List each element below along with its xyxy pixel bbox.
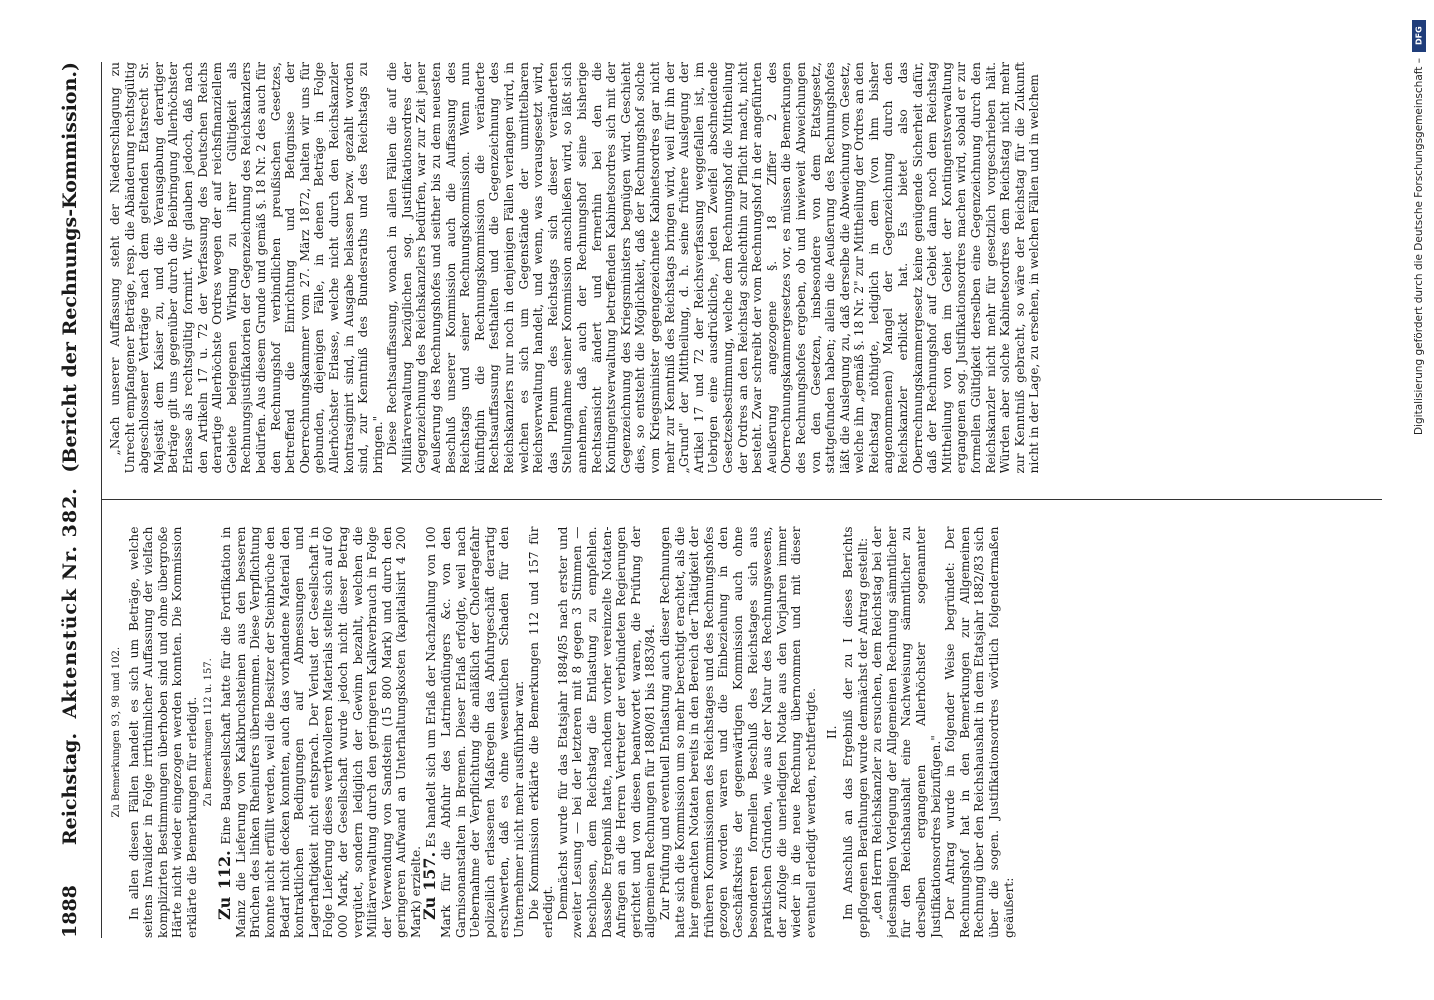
paragraph: Zur Prüfung und eventuell Entlastung auch dieser Rechnungen hatte sich die Kommission um so mehr berechtigt erachtet, als die hier gemachten Notaten bereits in den Bereich der Thätigkeit der früheren Kommissionen des Reichstages und des Rechnungshofes gezogen worden waren und die Einbeziehung in den Geschäftskreis der gegenwärtigen Kommission auch ohne besonderen formellen Beschluß des Reichstages sich aus praktischen Gründen, wie aus der Natur des Rechnungswesens, der zufolge die unerledigten Notate aus den Vorjahren immer wieder in die neue Rechnung übernommen und mit dieser eventuell erledigt werden, rechtfertigte. bbox=[657, 526, 818, 938]
quoted-motion: „den Herrn Reichskanzler zu ersuchen, dem Reichstag bei der jedesmaligen Vorlegung der Allgemeinen Rechnung sämmtlicher für den Reichshaushalt eine Nachweisung sämmtlicher zu derselben ergangenen Allerhöchster sogenannter Justifikationsordres beizufügen." bbox=[870, 526, 943, 938]
page-header bbox=[59, 62, 93, 938]
paragraph: Der Antrag wurde in folgender Weise begründet: Der Rechnungshof hat in den Bemerkungen zur Allgemeinen Rechnung über den Reichshaushalt in dem Etatsjahr 1882/83 sich über die sogen. Justifikationsordres wörtlich folgendermaßen geäußert: bbox=[943, 526, 1016, 938]
remark-note: Zu Bemerkungen 93, 98 und 102. bbox=[111, 646, 122, 818]
quoted-paragraph: „Nach unserer Auffassung steht der Niederschlagung zu Unrecht empfangener Beträge, resp. die Abänderung rechtsgültig abgeschlossener Verträge nach dem geltenden Etatsrecht Sr. Majestät dem Kaiser zu, und die Verausgabung derartiger Beträge gilt uns gegenüber durch die Beibringung Allerhöchster Erlasse als rechtsgültig formirt. Wir glauben jedoch, daß nach den Artikeln 17 u. 72 der Verfassung des Deutschen Reichs derartige Allerhöchste Ordres wegen der auf reichsfinanziellem Gebiete belegenen Wirkung zu ihrer Gültigkeit als Rechnungsjustifikatorien der Gegenzeichnung des Reichskanzlers bedürfen. Aus diesem Grunde und gemäß §. 18 Nr. 2 des auch für den Rechnungshof verbindlichen preußischen Gesetzes, betreffend die Einrichtung und Befugnisse der Oberrechnungskammer vom 27. März 1872, halten wir uns für gebunden, diejenigen Fälle, in denen Beträge in Folge Allerhöchster Erlasse, welche nicht durch den Reichskanzler kontrasignirt sind, in Ausgabe belassen bezw. gezahlt worden sind, zur Kenntniß des Bundesraths und des Reichstags zu bringen." bbox=[108, 62, 385, 474]
column-right bbox=[102, 62, 1382, 474]
document-page bbox=[37, 30, 1397, 970]
column-divider bbox=[102, 500, 1382, 501]
text-columns bbox=[101, 62, 1382, 938]
roman-numeral-heading: II. bbox=[824, 725, 839, 740]
column-left bbox=[102, 527, 1382, 939]
remark-note: Zu Bemerkungen 112 u. 157. bbox=[202, 658, 214, 807]
paragraph: In allen diesen Fällen handelt es sich um Beträge, welche seitens Invalider in Folge irrthümlicher Auffassung der vielfach komplizirten Bestimmungen überhoben sind und ohne übergroße Härte nicht wieder eingezogen werden konnten. Die Kommission erklärte die Bemerkungen für erledigt. bbox=[126, 526, 199, 938]
section-heading: Zu 112. bbox=[215, 850, 235, 920]
header-left: Reichstag. bbox=[59, 732, 81, 846]
paragraph: Es handelt sich um Erlaß der Nachzahlung von 100 Mark für die Abfuhr des Latrinendüngers &c. von den Garnisonanstalten in Bremen. Dieser Erlaß erfolgte, weil nach Uebernahme der Verpflichtung die anläßlich der Choleragefahr polizeilich erlassenen Maßregeln das Abfuhrgeschäft derartig erschwerten, daß es ohne wesentlichen Schaden für den Unternehmer nicht mehr ausführbar war. bbox=[424, 526, 527, 938]
funding-note: Digitalisierung gefördert durch die Deutsche Forschungsgemeinschaft – bbox=[1413, 58, 1425, 435]
paragraph: Diese Rechtsauffassung, wonach in allen Fällen die auf die Militärverwaltung bezüglichen sog. Justifikationsordres der Gegenzeichnung des Reichskanzlers bedürfen, war zur Zeit jener Aeußerung des Rechnungshofes und seither bis zu dem neuesten Beschluß unserer Kommission auch die Auffassung des Reichstags und seiner Rechnungskommission. Wenn nun künftighin die Rechnungskommission die veränderte Rechtsauffassung festhalten und die Gegenzeichnung des Reichskanzlers nur noch in denjenigen Fällen verlangen wird, in welchen es sich um Gegenstände der unmittelbaren Reichsverwaltung handelt, und wenn, was vorausgesetzt wird, das Plenum des Reichstags sich dieser veränderten Stellungnahme seiner Kommission anschließen wird, so läßt sich annehmen, daß auch der Rechnungshof seine bisherige Rechtsansicht ändert und fernerhin bei den die Kontingentsverwaltung betreffenden Kabinetsordres sich mit der Gegenzeichnung des Kriegsministers begnügen wird. Geschieht dies, so entsteht die Möglichkeit, daß der Rechnungshof solche vom Kriegsminister gegengezeichnete Kabinetsordres gar nicht mehr zur Kenntniß des Reichstags bringen wird, weil für ihn der „Grund" der Mittheilung, d. h. seine frühere Auslegung der Artikel 17 und 72 der Reichsverfassung weggefallen ist, im Uebrigen eine ausdrückliche, jeden Zweifel abschneidende Gesetzesbestimmung, welche dem Rechnungshof die Mittheilung der Ordres an den Reichstag schlechthin zur Pflicht macht, nicht besteht. Zwar schreibt der vom Rechnungshof in der angeführten Aeußerung angezogene §. 18 Ziffer 2 des Oberrechnungskammergesetzes vor, es müssen die Bemerkungen des Rechnungshofes ergeben, ob und inwieweit Abweichungen von den Gesetzen, insbesondere von dem Etatsgesetz, stattgefunden haben; allein die Aeußerung des Rechnungshofes läßt die Auslegung zu, daß derselbe die Abweichung vom Gesetz, welche ihn „gemäß §. 18 Nr. 2" zur Mittheilung der Ordres an den Reichstag nöthigte, lediglich in dem (von ihm bisher angenommenen) Mangel der Gegenzeichnung durch den Reichskanzler erblickt hat. Es bietet also das Oberrechnungskammergesetz keine genügende Sicherheit dafür, daß der Rechnungshof auf Gebiet dann noch dem Reichstag Mittheilung von den im Gebiet der Kontingentsverwaltung ergangenen sog. Justifikationsordres machen wird, sobald er zur formellen Gültigkeit derselben eine Gegenzeichnung durch den Reichskanzler nicht mehr für gesetzlich vorgeschrieben hält. Würden aber solche Kabinetsordres dem Reichstag nicht mehr zur Kenntniß gebracht, so wäre der Reichstag für die Zukunft nicht in der Lage, zu ersehen, in welchen Fällen und in welchem bbox=[385, 62, 1042, 474]
section-heading: Zu 157. bbox=[420, 851, 440, 920]
digitization-sidenote bbox=[1406, 20, 1432, 980]
dfg-logo-icon: DFG bbox=[1412, 20, 1426, 52]
paragraph: Demnächst wurde für das Etatsjahr 1884/85 nach erster und zweiter Lesung — bei der letzteren mit 8 gegen 3 Stimmen — beschlossen, dem Reichstag die Entlastung zu empfehlen. Dasselbe Ergebniß hatte, nachdem vorher vereinzelte Notaten-Anfragen an die Herren Vertreter der verbündeten Regierungen gerichtet und von diesen beantwortet waren, die Prüfung der allgemeinen Rechnungen für 1880/81 bis 1883/84. bbox=[555, 526, 658, 938]
paragraph: Im Anschluß an das Ergebniß der zu I dieses Berichts gepflogenen Berathungen wurde demnächst der Antrag gestellt: bbox=[841, 526, 870, 938]
header-right: (Bericht der Rechnungs-Kommission.) bbox=[59, 62, 81, 473]
paragraph: Die Kommission erklärte die Bemerkungen 112 und 157 für erledigt. bbox=[526, 526, 556, 938]
header-year: 1888 bbox=[59, 885, 81, 938]
header-center: Aktenstück Nr. 382. bbox=[59, 487, 81, 719]
paragraph: Eine Baugesellschaft hatte für die Fortifikation in Mainz die Lieferung von Kalkbruchsteinen aus den besseren Brüchen des linken Rheinufers übernommen. Diese Verpflichtung konnte nicht erfüllt werden, weil die Besitzer der Steinbrüche den Bedarf nicht decken konnten, auch das vorhandene Material den kontraktlichen Bedingungen auf Abmessungen und Lagerhaftigkeit nicht entsprach. Der Verlust der Gesellschaft in Folge Lieferung dieses werthvolleren Materials stellte sich auf 60 000 Mark, der Gesellschaft wurde jedoch nicht dieser Betrag vergütet, sondern lediglich der Gewinn bezahlt, welchen die Militärverwaltung durch den geringeren Kalkverbrauch in Folge der Verwendung von Sandstein (15 800 Mark) und durch den geringeren Aufwand an Unterhaltungskosten (kapitalisirt 4 200 Mark) erzielte. bbox=[219, 526, 423, 938]
